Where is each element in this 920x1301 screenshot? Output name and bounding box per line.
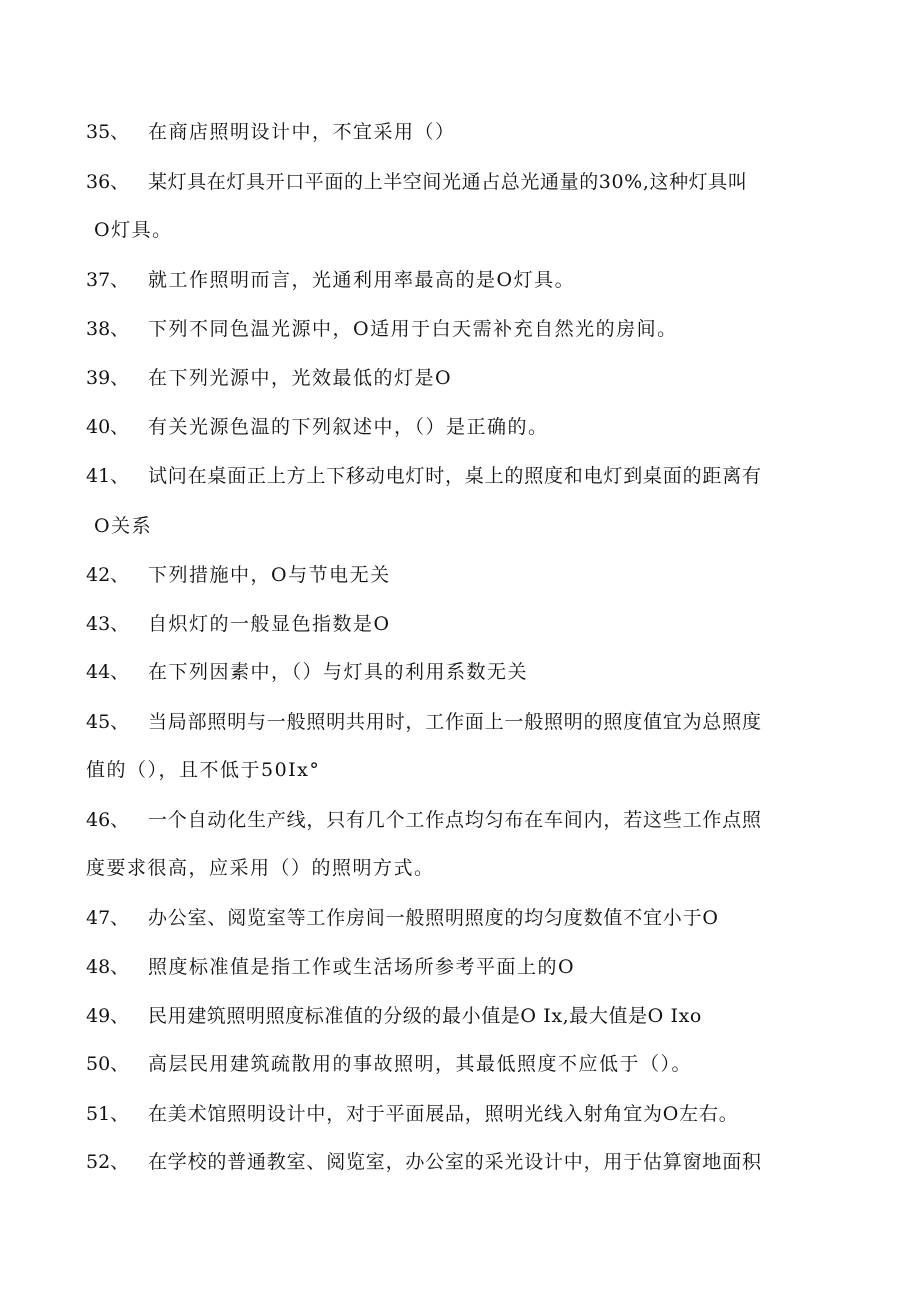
question-number: 50、 [86,1053,130,1075]
question-47 [86,903,719,933]
question-text: 高层民用建筑疏散用的事故照明，其最低照度不应低于（）。 [148,1053,693,1075]
question-number: 52、 [86,1151,130,1173]
question-text: 办公室、阅览室等工作房间一般照明照度的均匀度数值不宜小于O [148,907,719,929]
question-number: 46、 [86,809,130,831]
question-text: 在商店照明设计中，不宜采用（） [148,121,456,143]
question-46 [86,805,762,835]
question-number: 37、 [86,269,130,291]
question-number: 49、 [86,1005,130,1027]
question-number: 47、 [86,907,130,929]
question-text: 下列不同色温光源中，O适用于白天需补充自然光的房间。 [148,318,678,340]
question-44 [86,657,528,687]
question-52 [86,1147,762,1177]
question-number: 40、 [86,416,130,438]
question-number: 43、 [86,613,130,635]
question-number: 38、 [86,318,130,340]
question-text: 就工作照明而言，光通利用率最高的是O灯具。 [148,269,576,291]
question-39 [86,363,452,393]
question-49 [86,1001,702,1031]
question-text: 一个自动化生产线，只有几个工作点均匀布在车间内，若这些工作点照 [148,809,762,831]
question-number: 44、 [86,661,130,683]
question-number: 35、 [86,121,130,143]
question-45 [86,707,762,737]
question-48 [86,952,575,982]
question-number: 45、 [86,711,130,733]
question-text: 在美术馆照明设计中，对于平面展品，照明光线入射角宜为O左右。 [148,1103,739,1125]
question-38 [86,314,678,344]
question-text: 某灯具在灯具开口平面的上半空间光通占总光通量的30%,这种灯具叫 [148,171,748,193]
question-36-continuation: O灯具。 [94,219,173,241]
question-51 [86,1099,739,1129]
question-number: 36、 [86,171,130,193]
question-text: 在下列因素中，（）与灯具的利用系数无关 [148,661,529,683]
question-46-continuation: 度要求很高，应采用（）的照明方式。 [86,857,435,879]
question-number: 42、 [86,564,130,586]
question-40 [86,412,549,442]
question-text: 当局部照明与一般照明共用时，工作面上一般照明的照度值宜为总照度 [148,711,762,733]
question-text: 在下列光源中，光效最低的灯是O [148,367,453,389]
question-41 [86,461,762,491]
question-37 [86,265,575,295]
question-42 [86,560,391,590]
question-number: 51、 [86,1103,130,1125]
question-number: 48、 [86,956,130,978]
question-text: 下列措施中，O与节电无关 [148,564,391,586]
question-text: 试问在桌面正上方上下移动电灯时，桌上的照度和电灯到桌面的距离有 [148,465,762,487]
question-45-continuation: 值的（），且不低于50Ix° [86,759,321,781]
question-text: 有关光源色温的下列叙述中，（）是正确的。 [148,416,549,438]
question-35 [86,117,456,147]
question-41-continuation: O关系 [94,515,153,537]
question-43 [86,609,391,639]
question-number: 39、 [86,367,130,389]
question-50 [86,1049,692,1079]
question-text: 照度标准值是指工作或生活场所参考平面上的O [148,956,576,978]
question-number: 41、 [86,465,130,487]
question-text: 自炽灯的一般显色指数是O [148,613,391,635]
question-text: 民用建筑照明照度标准值的分级的最小值是O Ix,最大值是O Ixo [148,1005,702,1027]
question-text: 在学校的普通教室、阅览室，办公室的采光设计中，用于估算窗地面积 [148,1151,762,1173]
question-36 [86,167,747,197]
